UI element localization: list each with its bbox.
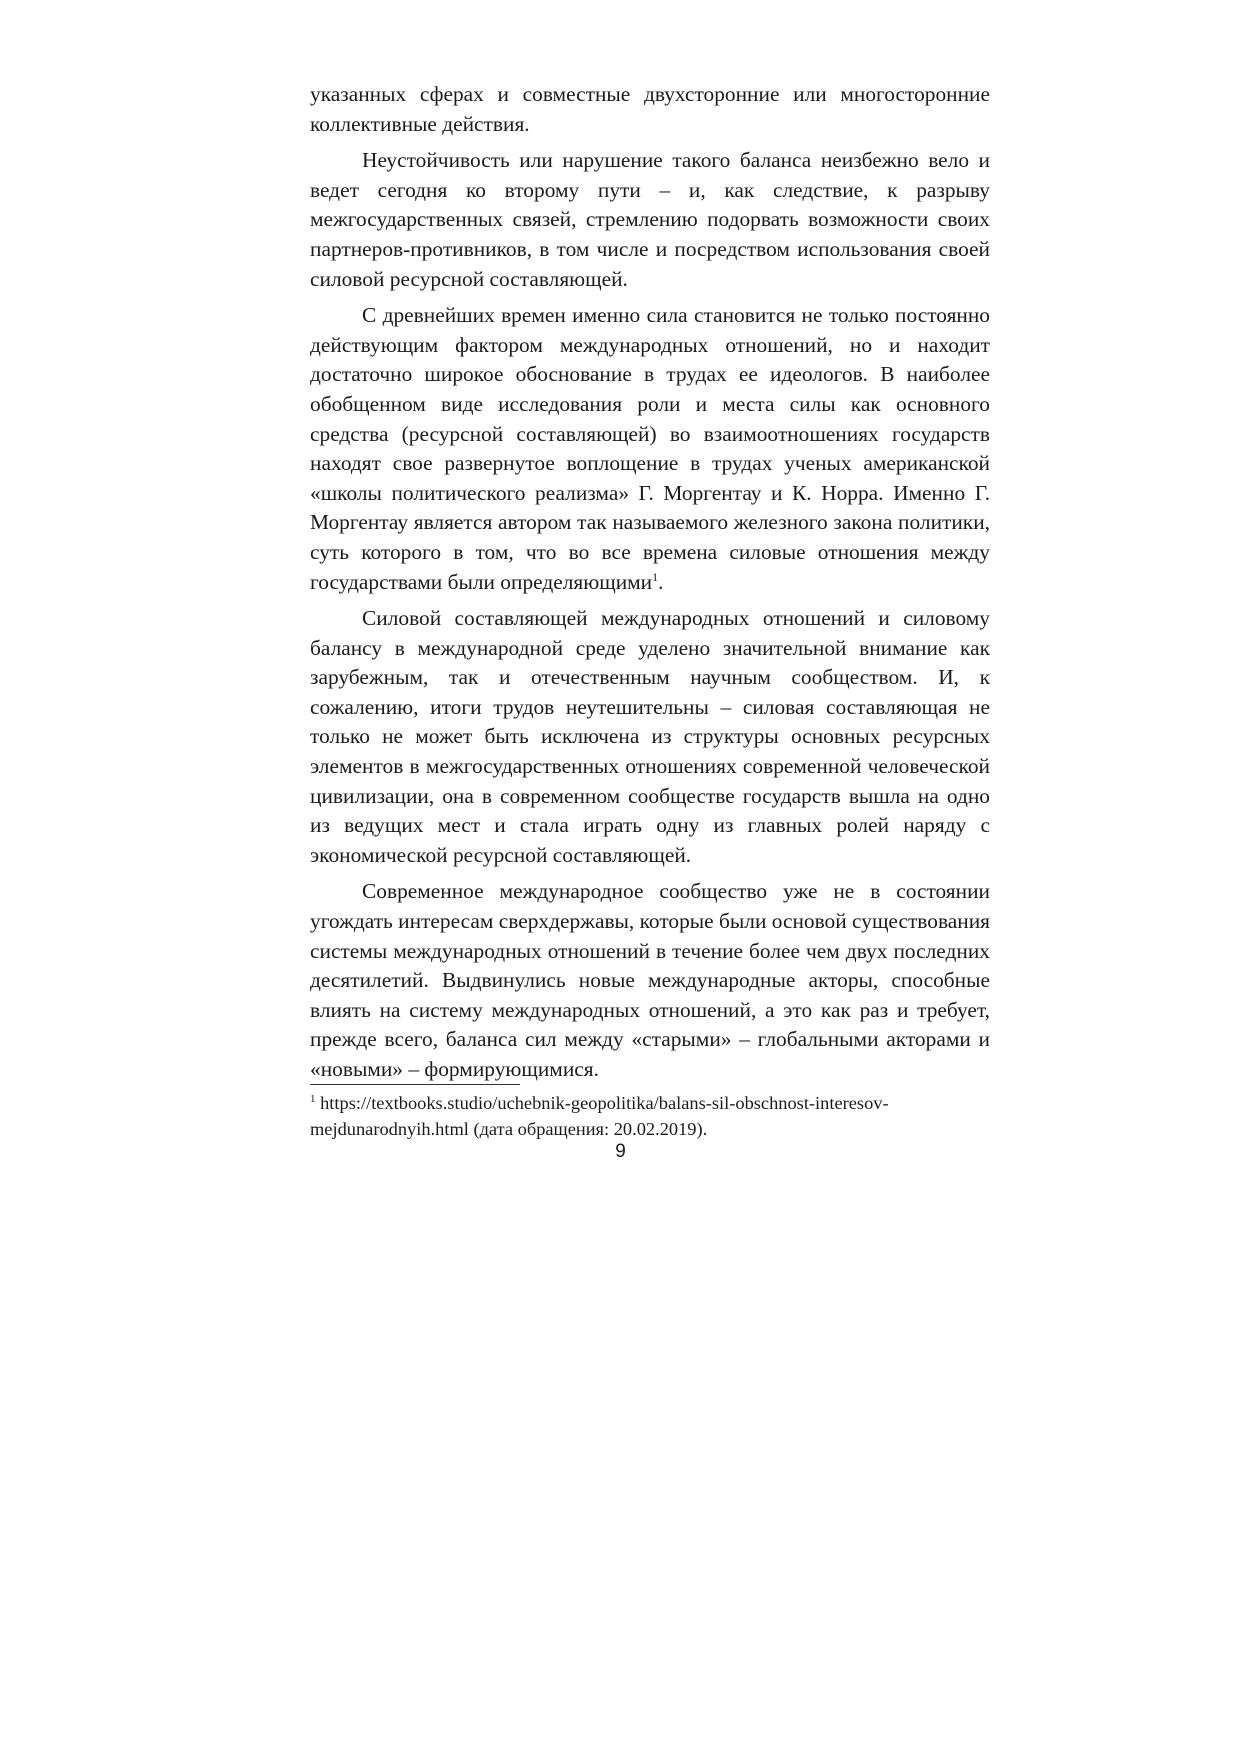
footnote-separator (310, 1084, 520, 1085)
paragraph-4: Силовой составляющей международных отношений и силовому балансу в международной среде уделено значительной внимание как зарубежным, так и отечественным научным сообществом. И, к сожалению, итоги трудов неутешительны – силовая составляющая не только не может быть исключена из структуры основных ресурсных элементов в межгосударственных отношениях современной человеческой цивилизации, она в современном сообществе государств вышла на одно из ведущих мест и стала играть одну из главных ролей наряду с экономической ресурсной составляющей. (310, 606, 990, 867)
page-number: 9 (615, 1141, 626, 1162)
footnote-reference[interactable]: 1 (652, 569, 659, 584)
paragraph-5: Современное международное сообщество уже не в состоянии угождать интересам сверхдержавы, которые были основой существования системы международных отношений в течение более чем двух последних десятилетий. Выдвинулись новые международные акторы, способные влиять на систему международных отношений, а это как раз и требует, прежде всего, баланса сил между «старыми» – глобальными акторами и «новыми» – формирующимися. (310, 879, 990, 1081)
footnote-text: https://textbooks.studio/uchebnik-geopolitika/balans-sil-obschnost-interesov-mejdunarodnyih.html (дата обращения: 20.02.2019). (310, 1093, 889, 1139)
body-text (310, 80, 990, 1092)
footnote-marker: 1 (310, 1092, 316, 1105)
paragraph-3 (310, 301, 990, 597)
paragraph-3-end: . (658, 569, 664, 594)
paragraph-2: Неустойчивость или нарушение такого баланса неизбежно вело и ведет сегодня ко второму пути – и, как следствие, к разрыву межгосударственных связей, стремлению подорвать возможности своих партнеров-противников, в том числе и посредством использования своей силовой ресурсной составляющей. (310, 148, 990, 291)
paragraph-3-text: С древнейших времен именно сила становится не только постоянно действующим фактором международных отношений, но и находит достаточно широкое обоснование в трудах ее идеологов. В наиболее обобщенном виде исследования роли и места силы как основного средства (ресурсной составляющей) во взаимоотношениях государств находят свое развернутое воплощение в трудах ученых американской «школы политического реализма» Г. Моргентау и К. Норра. Именно Г. Моргентау является автором так называемого железного закона политики, суть которого в том, что во все времена силовые отношения между государствами были определяющими (310, 303, 990, 594)
paragraph-1: указанных сферах и совместные двухсторонние или многосторонние коллективные действия. (310, 82, 990, 136)
footnote (310, 1090, 990, 1142)
